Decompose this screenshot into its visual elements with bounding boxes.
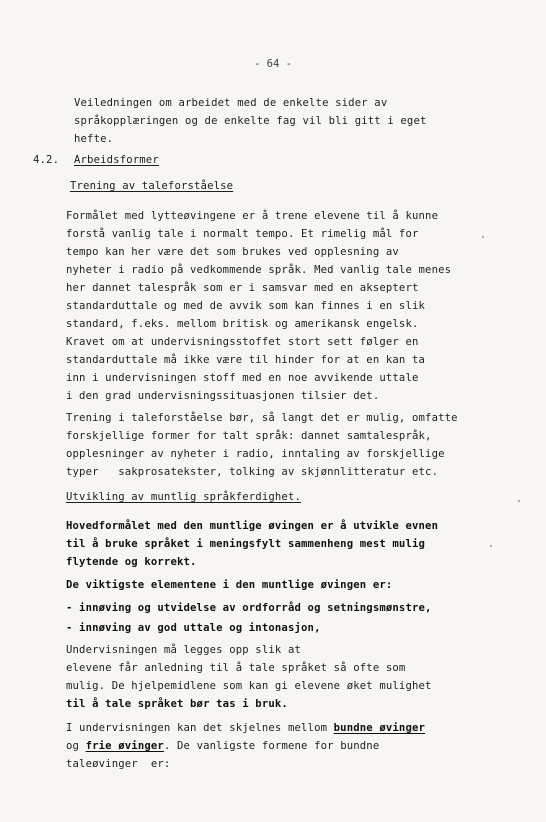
bullet-item: - innøving av god uttale og intonasjon, [66,622,321,634]
para2-line: typer sakprosatekster, tolking av skjønnlitteratur etc. [66,466,439,478]
para1-line: i den grad undervisningssituasjonen tilsier det. [66,390,380,402]
para6-line-2 [66,740,379,753]
para5-line: mulig. De hjelpemidlene som kan gi elevene øket mulighet [66,680,432,692]
para1-line: Kravet om at undervisningsstoffet stort sett følger en [66,336,419,348]
para5-line: til å tale språket bør tas i bruk. [66,698,288,710]
page-number: - 64 - [254,58,292,70]
frie-ovinger-term: frie øvinger [85,740,164,752]
para2-line: opplesninger av nyheter i radio, inntaling av forskjellige [66,448,445,460]
para1-line: standarduttale og med de avvik som kan finnes i en slik [66,300,426,312]
para1-line: standarduttale må ikke være til hinder for at en kan ta [66,354,426,366]
para2-line: forskjellige former for talt språk: dannet samtalespråk, [66,430,432,442]
subsection-title-muntlig: Utvikling av muntlig språkferdighet. [66,491,302,503]
para5-line: Undervisningen må legges opp slik at [66,644,302,656]
para3-line: flytende og korrekt. [66,556,197,568]
bundne-ovinger-term: bundne øvinger [333,722,426,734]
para1-line: inn i undervisningen stoff med en noe avvikende uttale [66,372,419,384]
subsection-title-taleforstaelse: Trening av taleforståelse [70,180,234,192]
para6-line-1 [66,722,425,735]
para6-text: og [66,740,86,752]
para1-line: nyheter i radio på vedkommende språk. Med vanlig tale menes [66,264,452,276]
scan-speck [518,500,520,502]
intro-line-3: hefte. [74,133,114,145]
para5-line: elevene får anledning til å tale språket så ofte som [66,662,406,674]
para1-line: tempo kan her være det som brukes ved opplesning av [66,246,399,258]
para2-line: Trening i taleforståelse bør, så langt det er mulig, omfatte [66,412,458,424]
intro-line-2: språkopplæringen og de enkelte fag vil bli gitt i eget [74,115,427,127]
para3-line: til å bruke språket i meningsfylt sammenheng mest mulig [66,538,426,550]
para6-line-3: taleøvinger er: [66,758,171,770]
para1-line: Formålet med lytteøvingene er å trene elevene til å kunne [66,210,439,222]
para6-text: I undervisningen kan det skjelnes mellom [66,722,334,734]
intro-line-1: Veiledningen om arbeidet med de enkelte sider av [74,97,388,109]
bullet-item: - innøving og utvidelse av ordforråd og setningsmønstre, [66,602,432,614]
para6-text: . De vanligste formene for bundne [163,740,380,752]
section-number: 4.2. [33,154,60,166]
para1-line: her dannet talespråk som er i samsvar med en akseptert [66,282,419,294]
para1-line: standard, f.eks. mellom britisk og amerikansk engelsk. [66,318,419,330]
para3-line: Hovedformålet med den muntlige øvingen er å utvikle evnen [66,520,439,532]
para1-line: forstå vanlig tale i normalt tempo. Et rimelig mål for [66,228,419,240]
section-title: Arbeidsformer [74,154,159,166]
para4-line: De viktigste elementene i den muntlige øvingen er: [66,579,393,591]
scan-speck [490,545,492,547]
scan-speck [482,236,484,238]
